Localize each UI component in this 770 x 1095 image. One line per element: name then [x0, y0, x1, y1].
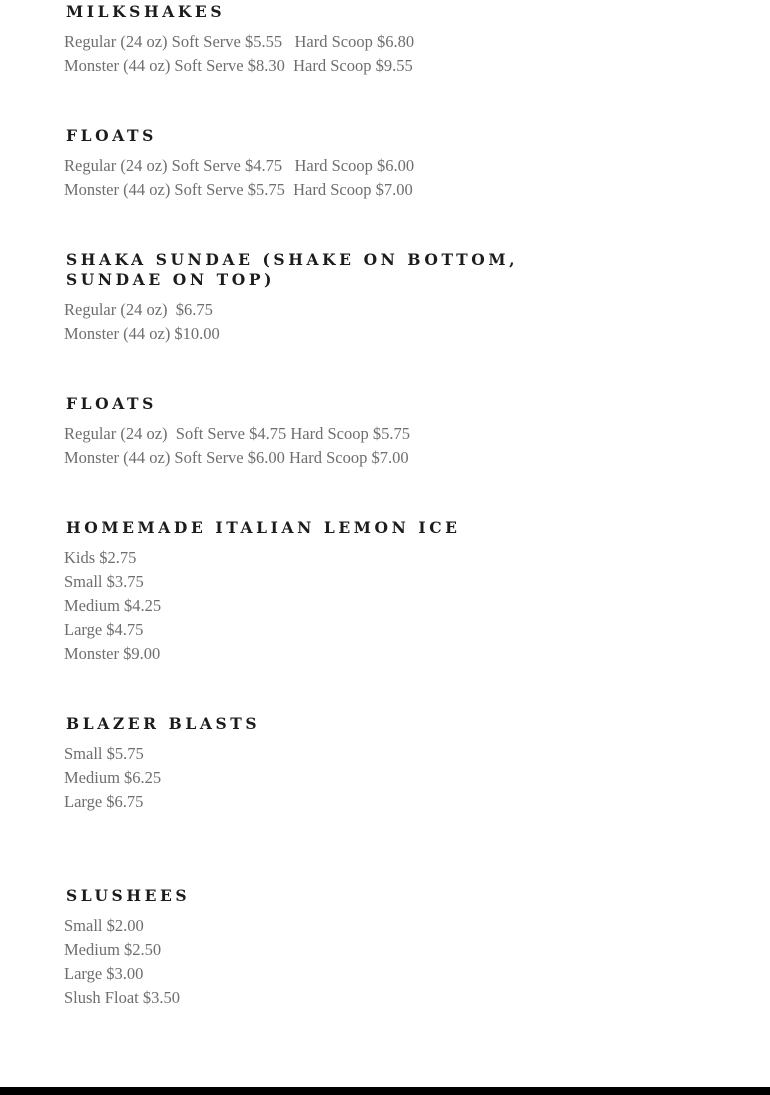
- price-list: [64, 742, 524, 814]
- section-title: HOMEMADE ITALIAN LEMON ICE: [66, 518, 461, 537]
- section-milkshakes: [64, 2, 524, 78]
- section-floats-2: [64, 394, 524, 470]
- section-title: MILKSHAKES: [66, 2, 226, 21]
- price-line: Large $3.00: [64, 964, 144, 983]
- section-title: FLOATS: [66, 394, 157, 413]
- price-line: Regular (24 oz) $6.75: [64, 300, 213, 319]
- section-title: FLOATS: [66, 126, 157, 145]
- price-list: [64, 298, 524, 346]
- section-slushees: [64, 886, 524, 1010]
- price-line: Kids $2.75: [64, 548, 137, 567]
- price-list: [64, 546, 524, 666]
- price-line: Small $2.00: [64, 916, 144, 935]
- price-line: Monster (44 oz) Soft Serve $5.75 Hard Scoop $7.00: [64, 180, 413, 199]
- section-blazer-blasts: [64, 714, 524, 814]
- price-line: Medium $4.25: [64, 596, 162, 615]
- price-list: [64, 422, 524, 470]
- price-line: Small $3.75: [64, 572, 144, 591]
- price-line: Medium $2.50: [64, 940, 162, 959]
- price-line: Regular (24 oz) Soft Serve $4.75 Hard Scoop $6.00: [64, 156, 415, 175]
- price-line: Regular (24 oz) Soft Serve $4.75 Hard Scoop $5.75: [64, 424, 410, 443]
- price-line: Small $5.75: [64, 744, 144, 763]
- price-list: [64, 30, 524, 78]
- price-line: Regular (24 oz) Soft Serve $5.55 Hard Scoop $6.80: [64, 32, 415, 51]
- price-line: Monster (44 oz) Soft Serve $6.00 Hard Scoop $7.00: [64, 448, 409, 467]
- section-title: BLAZER BLASTS: [66, 714, 261, 733]
- section-shaka-sundae: [64, 250, 524, 346]
- price-line: Monster (44 oz) Soft Serve $8.30 Hard Scoop $9.55: [64, 56, 413, 75]
- price-list: [64, 914, 524, 1010]
- section-lemon-ice: [64, 518, 524, 666]
- footer-bar: [0, 1087, 770, 1095]
- price-line: Monster (44 oz) $10.00: [64, 324, 220, 343]
- section-title: SHAKA SUNDAE (SHAKE ON BOTTOM, SUNDAE ON TOP): [66, 250, 519, 289]
- section-floats: [64, 126, 524, 202]
- price-line: Slush Float $3.50: [64, 988, 180, 1007]
- price-line: Medium $6.25: [64, 768, 162, 787]
- price-line: Large $4.75: [64, 620, 144, 639]
- price-line: Large $6.75: [64, 792, 144, 811]
- price-line: Monster $9.00: [64, 644, 161, 663]
- section-title: SLUSHEES: [66, 886, 191, 905]
- price-list: [64, 154, 524, 202]
